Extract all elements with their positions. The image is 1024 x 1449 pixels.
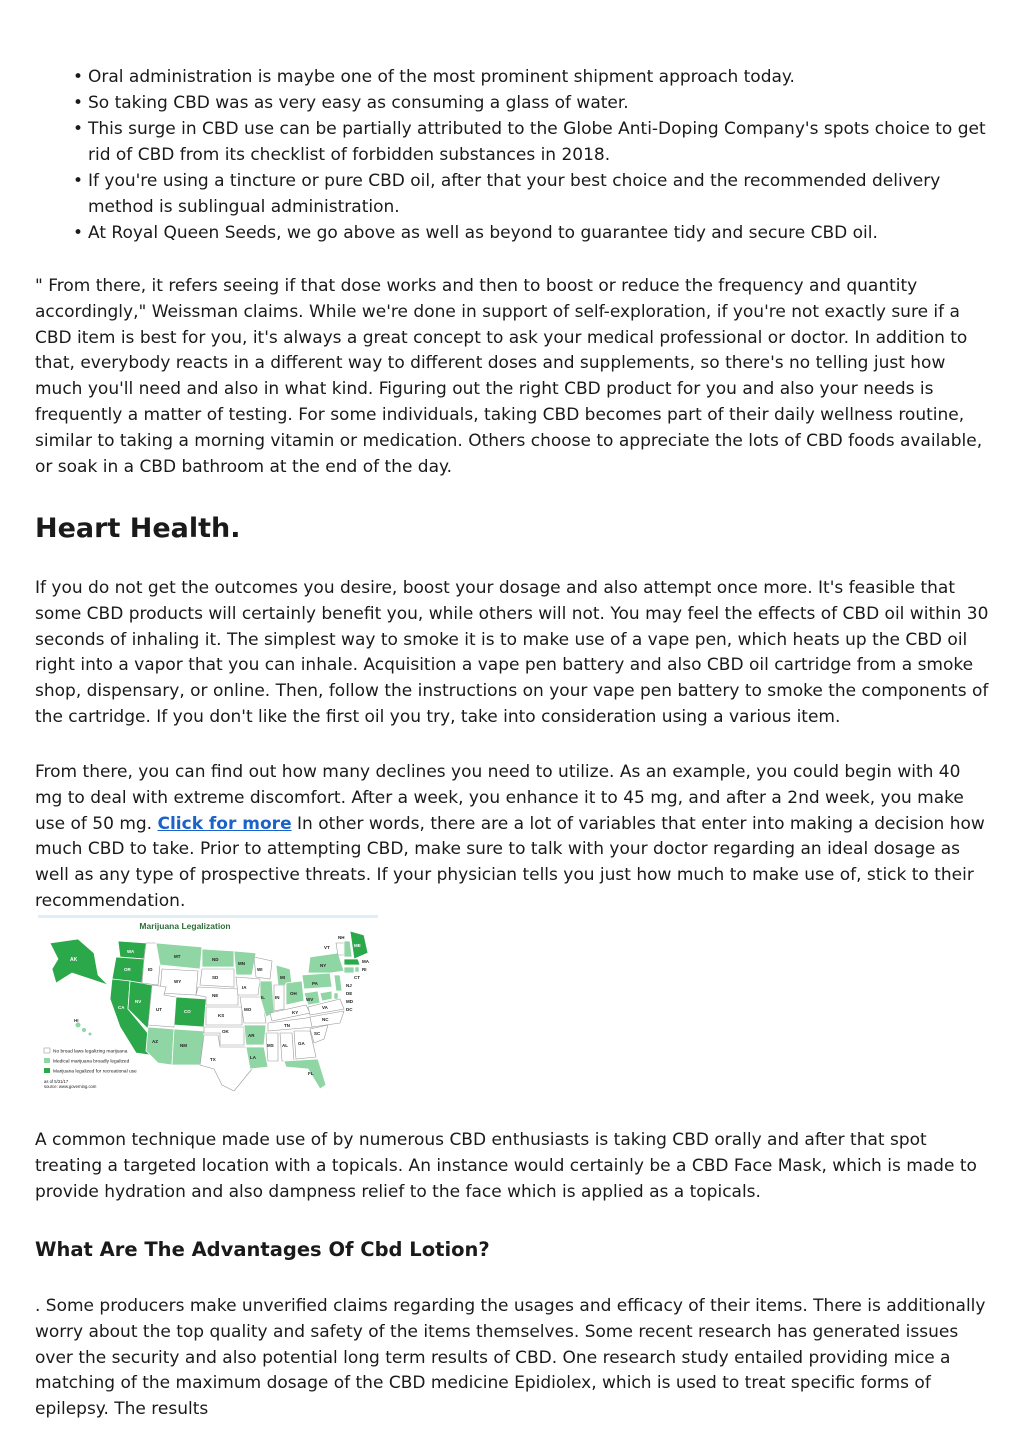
legend-swatch-none bbox=[44, 1048, 50, 1053]
legend-swatch-recreational bbox=[44, 1068, 50, 1073]
list-item: • So taking CBD was as very easy as consuming a glass of water. bbox=[88, 90, 1003, 116]
paragraph-producers: . Some producers make unverified claims regarding the usages and efficacy of their items. There is additionally worry about the top quality and safety of the items themselves. Some recent research has generated issues over the security and also potential long term results of CBD. One research study entailed providing mice a matching of the maximum dosage of the CBD medicine Epidiolex, which is used to treat specific forms of epilepsy. The results bbox=[35, 1296, 986, 1420]
state-label-LA: LA bbox=[250, 1055, 256, 1060]
state-NM bbox=[172, 1029, 204, 1065]
state-label-WY: WY bbox=[174, 979, 182, 984]
paragraph-outcomes: If you do not get the outcomes you desire, boost your dosage and also attempt once more. It's feasible that some CBD products will certainly benefit you, while others will not. You may feel the effects of CBD oil within 30 seconds of inhaling it. The simplest way to smoke it is to make use of a vape pen, which heats up the CBD oil right into a vapor that you can inhale. Acquisition a vape pen battery and also CBD oil cartridge from a smoke shop, dispensary, or online. Then, follow the instructions on your vape pen battery to smoke the components of the cartridge. If you don't like the first oil you try, take into consideration using a various item. bbox=[35, 578, 989, 727]
state-label-IA: IA bbox=[242, 985, 247, 990]
paragraph-text: From there, you can find out how many declines you need to utilize. As an example, you could begin with 40 mg to deal with extreme discomfort. After a week, you enhance it to 45 mg, and after a 2nd week, you make use of 50 mg. bbox=[35, 762, 964, 834]
state-label-NH: NH bbox=[338, 935, 345, 940]
state-label-WV: WV bbox=[306, 997, 314, 1002]
legend-swatch-medical bbox=[44, 1058, 50, 1063]
state-label-NC: NC bbox=[322, 1017, 329, 1022]
state-label-MT: MT bbox=[174, 954, 181, 959]
state-label-FL: FL bbox=[308, 1071, 314, 1076]
state-label-AR: AR bbox=[248, 1033, 255, 1038]
legend-label-recreational: Marijuana legalized for recreational use bbox=[53, 1069, 137, 1075]
paragraph-dosage: " From there, it refers seeing if that dose works and then to boost or reduce the frequency and quantity accordingly," Weissman claims. While we're done in support of self-exploration, if you're not exactly sure if a CBD item is best for you, it's always a great concept to ask your medical professional or doctor. In addition to that, everybody reacts in a different way to different doses and supplements, so there's no telling just how much you'll need and also in what kind. Figuring out the right CBD product for you and also your needs is frequently a matter of testing. For some individuals, taking CBD becomes part of their daily wellness routine, similar to taking a morning vitamin or medication. Others choose to appreciate the lots of CBD foods available, or soak in a CBD bathroom at the end of the day. bbox=[35, 276, 983, 477]
state-label-MS: MS bbox=[267, 1043, 274, 1048]
state-label-NV: NV bbox=[135, 999, 142, 1004]
state-label-DE: DE bbox=[346, 991, 353, 996]
paragraph-topicals: A common technique made use of by numerous CBD enthusiasts is taking CBD orally and after that spot treating a targeted location with a topicals. An instance would certainly be a CBD Face Mask, which is made to provide hydration and also dampness relief to the face which is applied as a topicals. bbox=[35, 1130, 977, 1202]
state-label-RI: RI bbox=[362, 967, 367, 972]
marijuana-legalization-map bbox=[38, 913, 378, 1095]
state-label-NJ: NJ bbox=[346, 983, 352, 988]
state-label-SC: SC bbox=[314, 1031, 321, 1036]
state-label-MA: MA bbox=[362, 959, 369, 964]
state-label-NE: NE bbox=[212, 993, 219, 998]
state-label-AK: AK bbox=[70, 957, 78, 963]
state-label-NM: NM bbox=[180, 1043, 187, 1048]
legend-label-medical: Medical marijuana broadly legalized bbox=[53, 1059, 130, 1065]
state-label-ME: ME bbox=[354, 943, 361, 948]
state-label-PA: PA bbox=[312, 981, 318, 986]
state-label-CA: CA bbox=[118, 1005, 125, 1010]
state-label-OR: OR bbox=[124, 967, 131, 972]
state-label-DC: DC bbox=[346, 1007, 353, 1012]
state-label-KY: KY bbox=[292, 1010, 299, 1015]
map-footnote-source: source: www.governing.com bbox=[44, 1084, 97, 1089]
state-DE bbox=[334, 993, 338, 999]
state-label-IL: IL bbox=[261, 995, 265, 1000]
state-label-MO: MO bbox=[244, 1007, 252, 1012]
state-label-NY: NY bbox=[320, 963, 327, 968]
state-label-ND: ND bbox=[212, 957, 219, 962]
state-label-VA: VA bbox=[322, 1005, 328, 1010]
state-label-TX: TX bbox=[210, 1057, 216, 1062]
state-label-GA: GA bbox=[298, 1041, 305, 1046]
state-label-OH: OH bbox=[290, 991, 297, 996]
state-HI bbox=[76, 1023, 81, 1028]
list-item: • If you're using a tincture or pure CBD oil, after that your best choice and the recommended delivery method is sublingual administration. bbox=[88, 168, 1003, 220]
state-label-AZ: AZ bbox=[152, 1039, 158, 1044]
state-label-CT: CT bbox=[354, 975, 360, 980]
state-label-MI: MI bbox=[280, 975, 285, 980]
state-IA bbox=[236, 977, 260, 995]
state-label-ID: ID bbox=[148, 967, 153, 972]
state-label-WI: WI bbox=[257, 967, 263, 972]
state-label-MD: MD bbox=[346, 999, 353, 1004]
state-RI bbox=[355, 967, 359, 972]
state-MD bbox=[320, 991, 332, 1001]
legend-label-none: No broad laws legalizing marijuana bbox=[53, 1049, 128, 1055]
state-label-IN: IN bbox=[275, 995, 280, 1000]
state-MA bbox=[344, 959, 360, 965]
heading-advantages: What Are The Advantages Of Cbd Lotion? bbox=[35, 1238, 490, 1261]
state-label-AL: AL bbox=[282, 1043, 288, 1048]
state-label-TN: TN bbox=[284, 1023, 290, 1028]
state-label-WA: WA bbox=[127, 949, 135, 954]
state-label-VT: VT bbox=[324, 945, 330, 950]
state-label-KS: KS bbox=[218, 1013, 225, 1018]
map-graphic bbox=[38, 913, 378, 1095]
state-label-MN: MN bbox=[238, 961, 245, 966]
state-label-CO: CO bbox=[184, 1009, 191, 1014]
state-label-OK: OK bbox=[222, 1029, 229, 1034]
map-title: Marijuana Legalization bbox=[139, 921, 231, 931]
paragraph-text: In other words, there are a lot of variables that enter into making a decision how much CBD to take. Prior to attempting CBD, make sure to talk with your doctor regarding an ideal dosage as well as any type of prospective threats. If your physician tells you just how much to make use of, stick to their recommendation. bbox=[35, 813, 985, 911]
heading-heart-health: Heart Health. bbox=[35, 513, 241, 544]
state-CT bbox=[344, 967, 354, 973]
paragraph-drops bbox=[35, 760, 993, 915]
state-label-SD: SD bbox=[212, 975, 219, 980]
list-item: • This surge in CBD use can be partially attributed to the Globe Anti-Doping Company's spots choice to get rid of CBD from its checklist of forbidden substances in 2018. bbox=[88, 116, 1003, 168]
state-label-UT: UT bbox=[156, 1007, 162, 1012]
bullet-list bbox=[88, 64, 1003, 246]
list-item: • At Royal Queen Seeds, we go above as well as beyond to guarantee tidy and secure CBD oil. bbox=[88, 220, 1003, 246]
list-item: • Oral administration is maybe one of the most prominent shipment approach today. bbox=[88, 64, 1003, 90]
state-label-HI: HI bbox=[74, 1018, 79, 1023]
map-footnote-date: as of 5/31/17 bbox=[44, 1079, 69, 1084]
click-for-more-link[interactable]: Click for more bbox=[157, 813, 292, 834]
